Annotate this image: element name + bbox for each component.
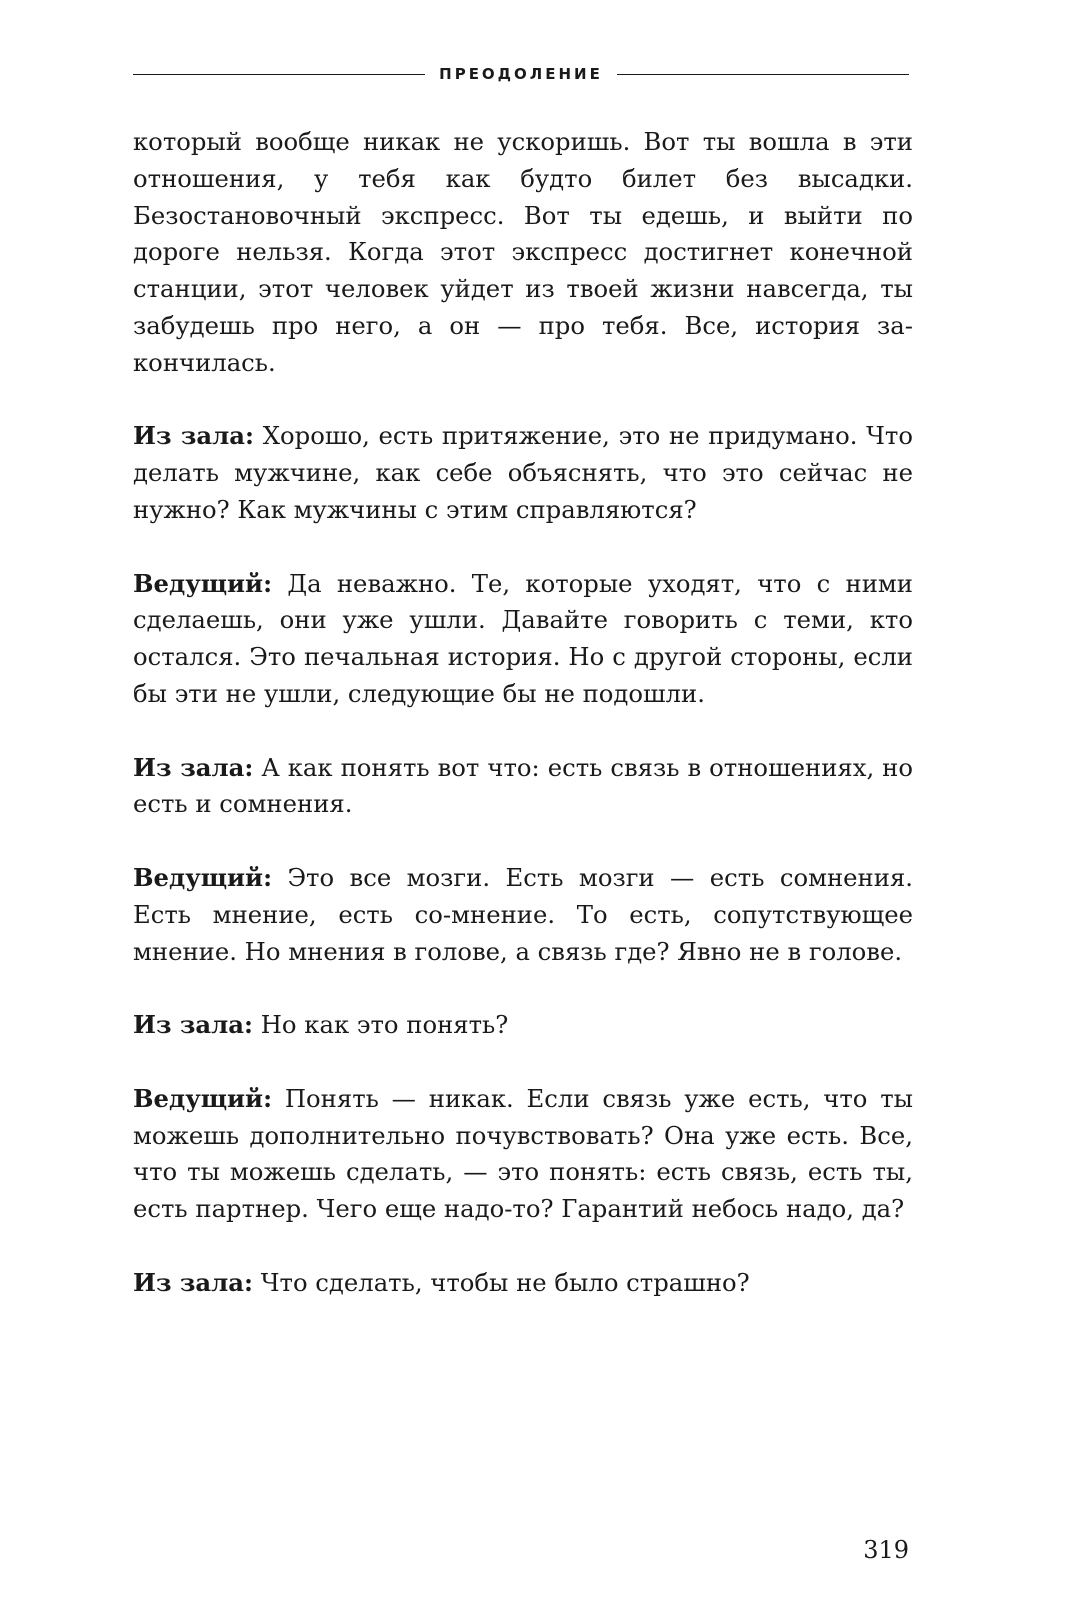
paragraph-text: Но как это понять? bbox=[253, 1010, 509, 1040]
paragraph-text: Что сделать, чтобы не было страшно? bbox=[253, 1267, 750, 1297]
paragraph-6 bbox=[133, 1007, 913, 1044]
speaker-label: Из зала: bbox=[133, 1010, 254, 1040]
speaker-label: Из зала: bbox=[133, 752, 254, 782]
running-title: ПРЕОДОЛЕНИЕ bbox=[439, 65, 603, 83]
paragraph-text: Понять — никак. Если связь уже есть, что ты можешь дополнительно почувствовать? Она уже есть. Все, что ты можешь сделать, — это понять: есть связь, есть ты, есть партнер. Чего еще надо-то? Гарантий небось надо, да? bbox=[133, 1083, 913, 1224]
running-header bbox=[133, 62, 909, 86]
speaker-label: Ведущий: bbox=[133, 1083, 273, 1113]
paragraph-4 bbox=[133, 750, 913, 824]
paragraph-7 bbox=[133, 1081, 913, 1228]
paragraph-3 bbox=[133, 566, 913, 713]
paragraph-text: Хорошо, есть притяжение, это не придумано. Что делать мужчине, как себе объяснять, что это сейчас не нужно? Как мужчины с этим справляются? bbox=[133, 421, 913, 524]
paragraph-1 bbox=[133, 124, 913, 382]
header-rule-right bbox=[617, 74, 909, 75]
speaker-label: Из зала: bbox=[133, 421, 255, 451]
body-text bbox=[133, 124, 913, 1338]
paragraph-text: который вообще никак не ускоришь. Вот ты вошла в эти отношения, у тебя как будто билет без высадки. Безостановочный экспресс. Вот ты едешь, и выйти по дороге нельзя. Когда этот экспресс достигнет конечной станции, этот человек уйдет из твоей жизни навсегда, ты забудешь про него, а он — про тебя. Все, история закончилась. bbox=[133, 127, 913, 377]
paragraph-5 bbox=[133, 860, 913, 970]
speaker-label: Ведущий: bbox=[133, 568, 273, 598]
speaker-label: Ведущий: bbox=[133, 862, 273, 892]
paragraph-text: Это все мозги. Есть мозги — есть сомнения. Есть мнение, есть со-мнение. То есть, сопутствующее мнение. Но мнения в голове, а связь где? Явно не в голове. bbox=[133, 862, 913, 966]
paragraph-8 bbox=[133, 1265, 913, 1302]
paragraph-2 bbox=[133, 418, 913, 528]
page-number: 319 bbox=[863, 1536, 909, 1564]
paragraph-text: Да неважно. Те, которые уходят, что с ними сделаешь, они уже ушли. Давайте говорить с теми, кто остался. Это печальная история. Но с другой стороны, если бы эти не ушли, следующие бы не подошли. bbox=[133, 568, 913, 708]
paragraph-text: А как понять вот что: есть связь в отношениях, но есть и сомнения. bbox=[133, 752, 914, 819]
header-rule-left bbox=[133, 74, 425, 75]
speaker-label: Из зала: bbox=[133, 1267, 254, 1297]
